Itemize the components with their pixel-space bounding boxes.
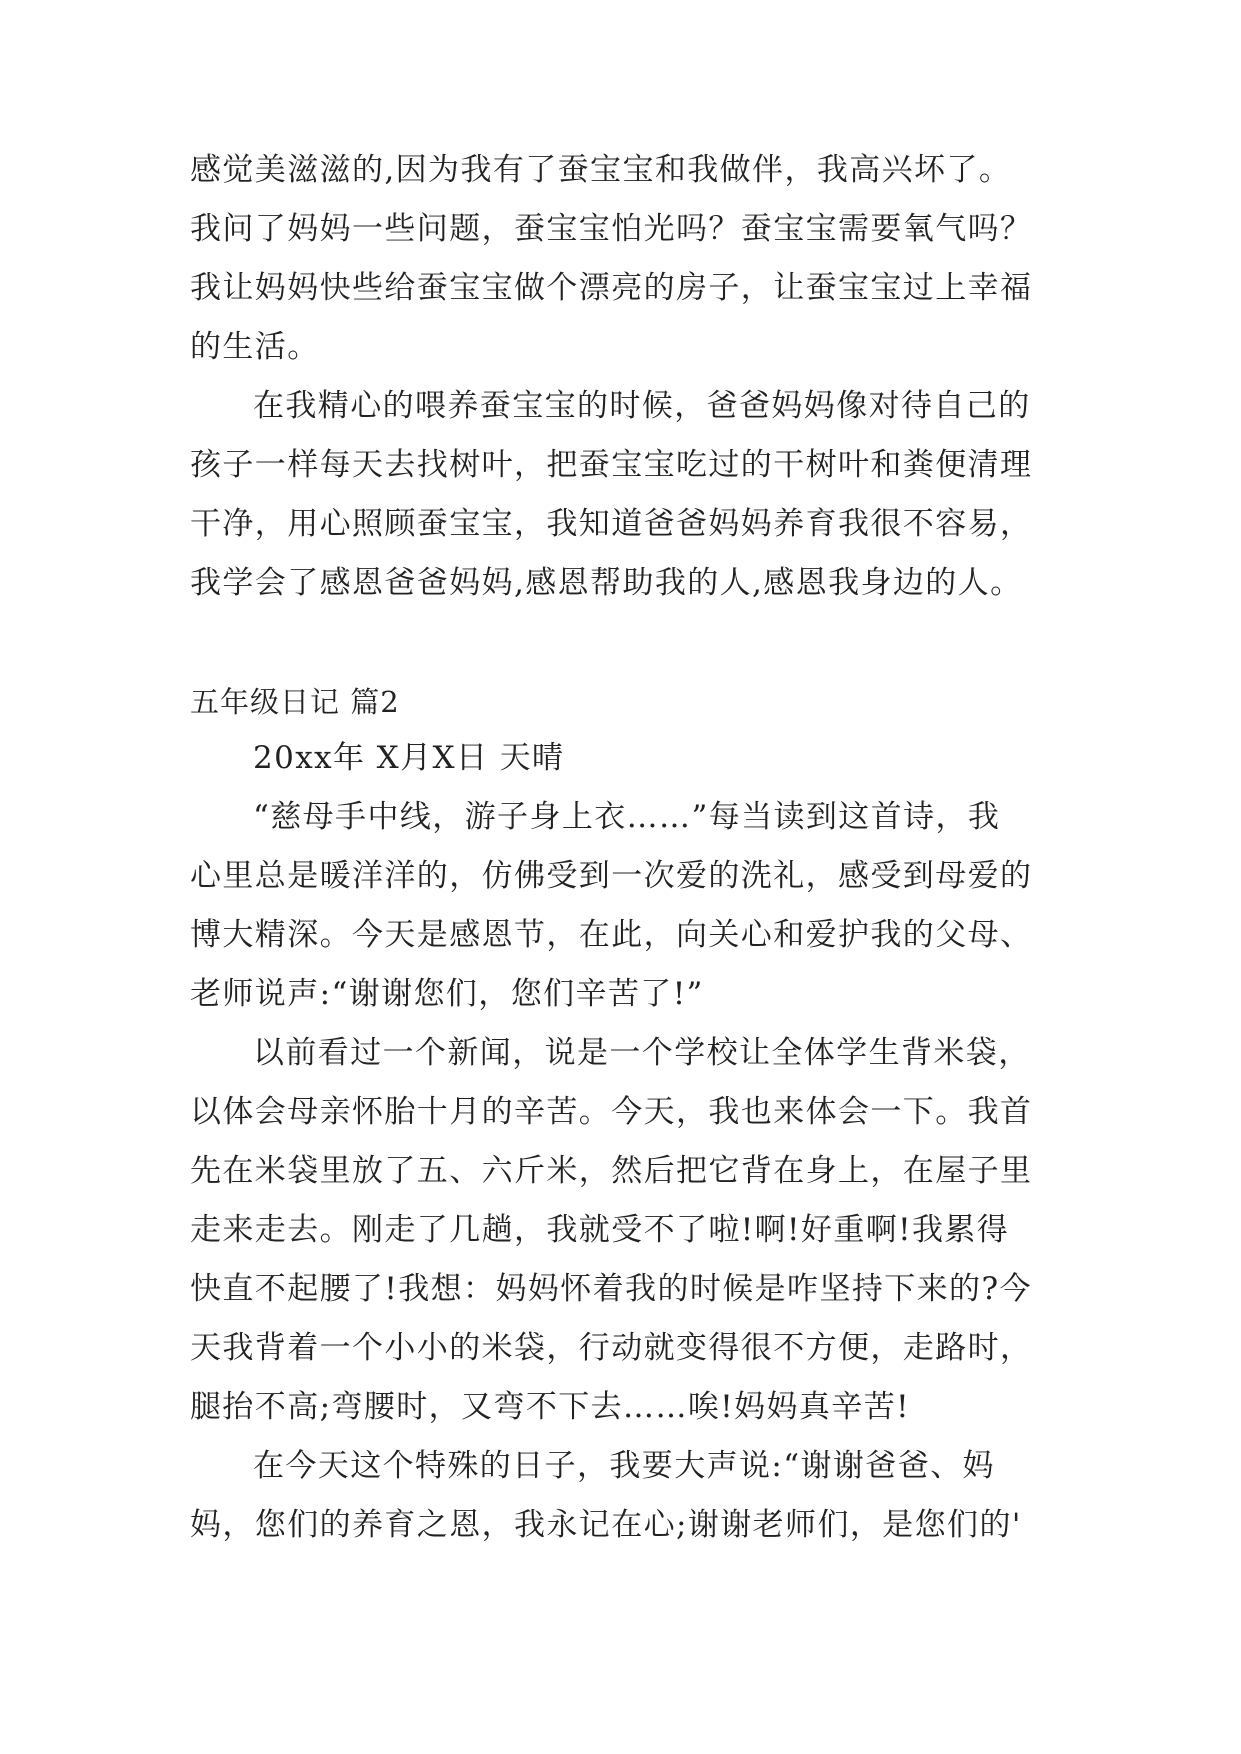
- paragraph-line: 在我精心的喂养蚕宝宝的时候，爸爸妈妈像对待自己的: [253, 388, 1031, 424]
- paragraph-line: 先在米袋里放了五、六斤米，然后把它背在身上，在屋子里: [190, 1153, 1033, 1189]
- paragraph-line: 感觉美滋滋的,因为我有了蚕宝宝和我做伴，我高兴坏了。: [190, 152, 1012, 188]
- paragraph-line: 以前看过一个新闻，说是一个学校让全体学生背米袋，: [253, 1035, 1031, 1071]
- paragraph-line: 博大精深。今天是感恩节，在此，向关心和爱护我的父母、: [190, 917, 1033, 953]
- date-line: 20xx年 X月X日 天晴: [253, 740, 565, 776]
- paragraph-line: 天我背着一个小小的米袋，行动就变得很不方便，走路时，: [190, 1330, 1033, 1366]
- paragraph-line: 老师说声:“谢谢您们，您们辛苦了!”: [190, 976, 704, 1012]
- paragraph-line: 腿抬不高;弯腰时，又弯不下去……唉!妈妈真辛苦!: [190, 1389, 910, 1425]
- paragraph-line: 孩子一样每天去找树叶，把蚕宝宝吃过的干树叶和粪便清理: [190, 447, 1033, 483]
- paragraph-line: 我学会了感恩爸爸妈妈,感恩帮助我的人,感恩我身边的人。: [190, 565, 1023, 601]
- paragraph-line: “慈母手中线，游子身上衣……”每当读到这首诗，我: [253, 799, 1001, 835]
- paragraph-line: 妈，您们的养育之恩，我永记在心;谢谢老师们，是您们的': [190, 1507, 1022, 1543]
- paragraph-line: 快直不起腰了!我想：妈妈怀着我的时候是咋坚持下来的?今: [190, 1271, 1032, 1307]
- paragraph-line: 干净，用心照顾蚕宝宝，我知道爸爸妈妈养育我很不容易，: [190, 506, 1033, 542]
- section-title: 五年级日记 篇2: [190, 685, 400, 719]
- paragraph-line: 走来走去。刚走了几趟，我就受不了啦!啊!好重啊!我累得: [190, 1212, 1010, 1248]
- paragraph-line: 我问了妈妈一些问题，蚕宝宝怕光吗？蚕宝宝需要氧气吗？: [190, 211, 1033, 247]
- paragraph-line: 的生活。: [190, 329, 320, 365]
- paragraph-line: 我让妈妈快些给蚕宝宝做个漂亮的房子，让蚕宝宝过上幸福: [190, 270, 1033, 306]
- paragraph-line: 心里总是暖洋洋的，仿佛受到一次爱的洗礼，感受到母爱的: [190, 858, 1033, 894]
- paragraph-line: 以体会母亲怀胎十月的辛苦。今天，我也来体会一下。我首: [190, 1094, 1033, 1130]
- paragraph-line: 在今天这个特殊的日子，我要大声说:“谢谢爸爸、妈: [253, 1448, 995, 1484]
